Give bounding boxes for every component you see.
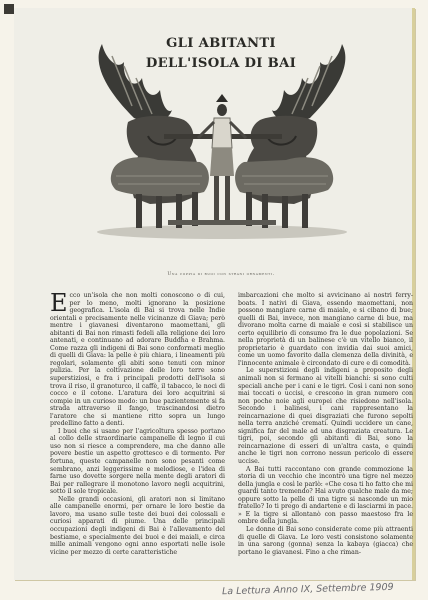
title-line-1: GLI ABITANTI — [166, 36, 276, 51]
illustration-caption: Una coppia di buoi con strani ornamenti. — [167, 272, 275, 277]
title-line-2: DELL'ISOLA DI BAI — [145, 56, 297, 71]
left-paragraph-1: Ecco un'isola che non molti conoscono o di cui, per lo meno, molti ignorano la posizione geografica. L'isola di Bai si trova nelle Indie orientali e precisamente nelle vicinanze di Giava; però mentre i giavanesi diventarono maomettani, gli abitanti di Bai non rimasti fedeli alla religione dei loro antenati, e continuano ad adorare Buddha e Brahma. Come razza gli indigeni di Bai sono conformati meglio di quelli di Giava: la pelle è più chiara, i lineamenti più regolari, solamente gli abiti sono tenuti con minor pulizia. Per la coltivazione delle loro terre sono superstiziosi, e fra i principali prodotti dell'isola si trova il riso, il granoturco, il caffè, il tabacco, le noci di cocco e il cotone. L'aratura dei loro acquitrini si compie in un curioso modo: un bue pazientemente si fa strada attraverso il fango, trascinandosi dietro l'aratore che si mantiene ritto sopra un lungo predellino fatto a denti. — [50, 289, 225, 428]
left-paragraph-2: I buoi che si usano per l'agricoltura spesso portano al collo delle straordinarie campanelle di legno il cui uso non si riesce a comprendere, ma che danno alle povere bestie un aspetto grottesco e di tormento. Per fortuna, queste campanelle non sono pesanti come sembrano, anzi leggerissime e melodiose, e l'idea di farne uso dovette sorgere nella mente degli aratori di Bai per rallegrare il monotono lavoro negli acquitrini, sotto il sole tropicale. — [50, 427, 225, 496]
left-paragraph-3: Nelle grandi occasioni, gli aratori non si limitano alle campanelle enormi, per ornare le loro bestie da lavoro, ma usano sulle teste dei buoi dei colossali e curiosi apparati di piume. Una delle principali occupazioni degli indigeni di Bai è l'allevamento del bestiame, e specialmente dei buoi e dei maiali, e circa mille animali vengono ogni anno esportati nelle isole vicine per mezzo di certe caratteristiche — [50, 495, 225, 556]
drop-cap: E — [50, 289, 68, 317]
right-ox — [235, 116, 333, 228]
right-paragraph-1: imbarcazioni che molto si avvicinano ai nostri ferry-boats. I nativi di Giava, essendo maomettani, non possono mangiare carne di maiale, e si cibano di bue; quelli di Bai, invece, non mangiano carne di bue, ma divorano molta carne di maiale e così si stabilisce un certo equilibrio di consumo fra le due popolazioni. Se nella proprietà di un balinese c'è un vitello bianco, il proprietario è guardato con invidia dai suoi amici, come un uomo favorito dalla clemenza della divinità, e l'innocente animale è circondato di cure e di comodità. — [238, 292, 413, 367]
article-title — [136, 34, 306, 74]
plank — [168, 220, 276, 225]
magazine-page — [14, 8, 415, 580]
right-paragraph-4: Le donne di Bai sono considerate come più attraenti di quelle di Giava. Le loro vesti consistono solamente in una sarong (gonna) senza la kabaya (giacca) che portano le giavanesi. Fino a che riman- — [238, 525, 413, 556]
left-text-column — [50, 289, 225, 556]
right-paragraph-2: Le superstizioni degli indigeni a proposito degli animali non si fermano ai vitelli bianchi: si sono culti speciali anche per i cani e le tigri. Così i cani non sono mai toccati o uccisi, e crescono in gran numero con non poche noie agli europei che risiedono nell'isola. Secondo i balinesi, i cani rappresentano la reincarnazione di quei disgraziati che furono sepolti nella terra anziché cremati. Quindi uccidere un cane, significa far del male ad una disgraziata creatura. Le tigri, poi, secondo gli abitanti di Bai, sono la reincarnazione di esseri di un'altra casta, e quindi anche le tigri non corrono nessun pericolo di essere uccise. — [238, 367, 413, 466]
left-ox — [111, 116, 209, 228]
standing-man — [198, 94, 246, 220]
corner-tab-mark — [4, 4, 14, 14]
handwritten-source-note: La Lettura Anno IX, Settembre 1909 — [221, 581, 394, 598]
right-text-column — [238, 292, 413, 556]
right-paragraph-3: A Bai tutti raccontano con grande commozione la storia di un vecchio che incontrò una tigre nel mezzo della jungla e così le parlò: «Che cosa ti ho fatto che mi guardi tanto tremendo? Hai avuto qualche male da me; oppure sotto la pelle di una tigre si nasconde un mio fratello? Io ti prego di andartene e di lasciarmi in pace. » E la tigre si allontanò con passo maestoso fra le ombre della jungla. — [238, 465, 413, 526]
